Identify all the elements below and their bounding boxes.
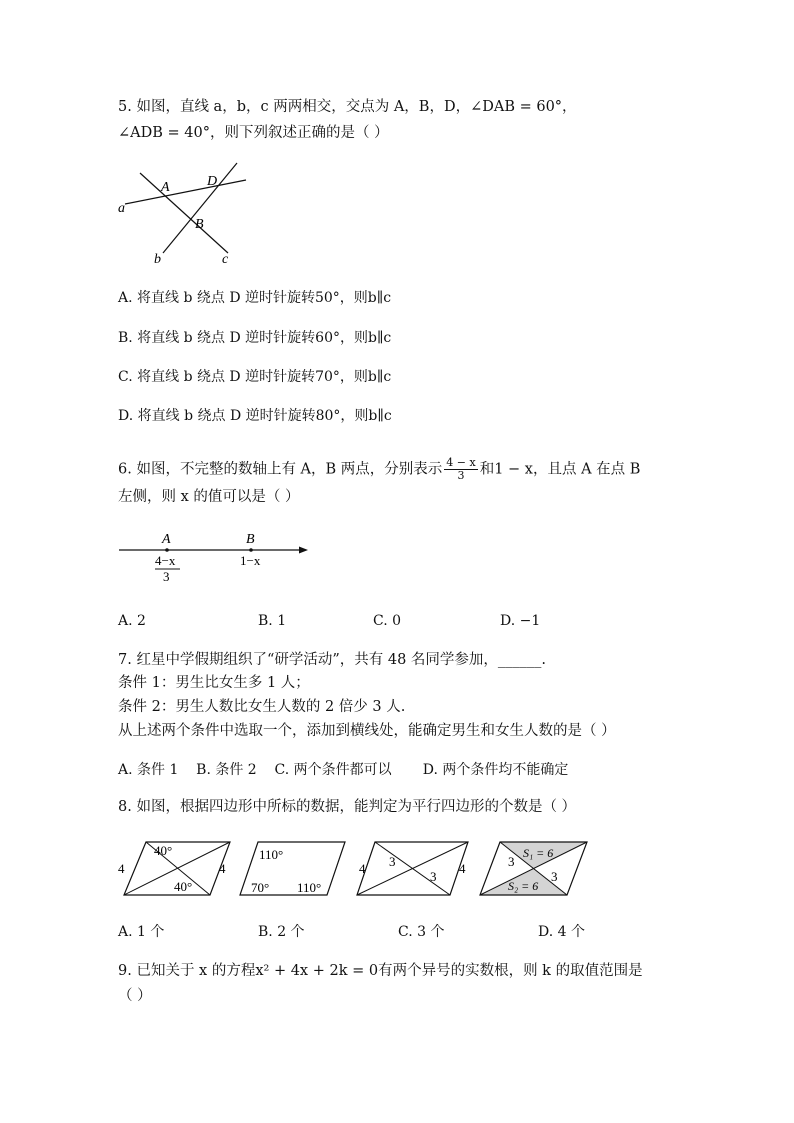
q5-option-a: A. 将直线 b 绕点 D 逆时针旋转50°，则b∥c <box>118 290 392 306</box>
q6-point-B: B <box>246 532 255 547</box>
q9-stem-line2: （ ） <box>118 988 152 1004</box>
q8-stem: 8. 如图，根据四边形中所标的数据，能判定为平行四边形的个数是（ ） <box>118 799 577 815</box>
q5-option-c: C. 将直线 b 绕点 D 逆时针旋转70°，则b∥c <box>118 369 392 385</box>
q8-fig1-left: 4 <box>118 861 125 876</box>
q5-label-b: b <box>154 252 161 267</box>
q5-option-b: B. 将直线 b 绕点 D 逆时针旋转60°，则b∥c <box>118 330 392 346</box>
q6-stem-pre: 6. 如图，不完整的数轴上有 A，B 两点，分别表示 <box>118 461 443 478</box>
q8-fig2-angle3: 110° <box>297 880 322 895</box>
q8-option-c: C. 3 个 <box>398 924 445 940</box>
q8-fig1-right: 4 <box>219 861 226 876</box>
q6-option-c: C. 0 <box>373 613 402 629</box>
q8-fig3-left: 4 <box>359 861 366 876</box>
q8-option-d: D. 4 个 <box>538 924 585 940</box>
q7-condition-2: 条件 2：男生人数比女生人数的 2 倍少 3 人. <box>118 699 406 715</box>
q5-label-A: A <box>161 180 170 195</box>
q8-fig3-seg2: 3 <box>430 869 437 884</box>
q8-fig4-s2: S₂ = 6 <box>508 879 539 893</box>
q8-fig2-angle1: 110° <box>259 847 284 862</box>
q6-stem-line2: 左侧，则 x 的值可以是（ ） <box>118 489 300 505</box>
q5-label-D: D <box>207 174 218 189</box>
q5-label-B: B <box>195 217 204 232</box>
q8-fig1-bottom-angle: 40° <box>174 879 193 894</box>
q8-fig4-seg2: 3 <box>551 869 558 884</box>
q8-fig3-right: 4 <box>459 861 466 876</box>
q5-stem-line1: 5. 如图，直线 a，b，c 两两相交，交点为 A，B，D，∠DAB = 60°， <box>118 99 577 115</box>
q8-figure-4 <box>480 842 587 895</box>
q8-fig4-seg1: 3 <box>508 854 515 869</box>
q5-option-d: D. 将直线 b 绕点 D 逆时针旋转80°，则b∥c <box>118 408 392 424</box>
q7-stem-line4: 从上述两个条件中选取一个，添加到横线处，能确定男生和女生人数的是（ ） <box>118 723 616 739</box>
q6-fraction-den: 3 <box>457 469 465 482</box>
q6-a-numerator: 4−x <box>155 553 176 568</box>
q6-b-value: 1−x <box>240 553 261 568</box>
q9-stem-line1: 9. 已知关于 x 的方程x² + 4x + 2k = 0有两个异号的实数根，则 k 的取值范围是 <box>118 963 643 979</box>
q6-stem-post: 和1 − x，且点 A 在点 B <box>479 461 641 478</box>
q6-point-A: A <box>162 532 171 547</box>
q8-fig3-seg1: 3 <box>389 854 396 869</box>
q8-figure-1 <box>118 842 230 895</box>
q7-options: A. 条件 1 B. 条件 2 C. 两个条件都可以 D. 两个条件均不能确定 <box>118 762 569 778</box>
q8-option-b: B. 2 个 <box>258 924 305 940</box>
q8-figure-3 <box>357 842 468 895</box>
q8-fig4-s1: S₁ = 6 <box>523 846 554 860</box>
q6-option-d: D. −1 <box>500 613 541 629</box>
q6-option-b: B. 1 <box>258 613 287 629</box>
q8-fig1-top-angle: 40° <box>154 843 173 858</box>
q7-stem-line1: 7. 红星中学假期组织了“研学活动”，共有 48 名同学参加，______. <box>118 652 547 668</box>
q8-fig2-angle2: 70° <box>251 880 270 895</box>
q8-figure-2 <box>240 842 345 895</box>
q6-a-denominator: 3 <box>163 569 170 584</box>
q7-condition-1: 条件 1：男生比女生多 1 人； <box>118 675 310 691</box>
q5-stem-line2: ∠ADB = 40°，则下列叙述正确的是（ ） <box>118 125 389 141</box>
q8-option-a: A. 1 个 <box>118 924 165 940</box>
q6-fraction-num: 4 − x <box>446 456 476 469</box>
q5-label-a: a <box>118 201 125 216</box>
q6-option-a: A. 2 <box>118 613 146 629</box>
q5-label-c: c <box>222 252 229 267</box>
